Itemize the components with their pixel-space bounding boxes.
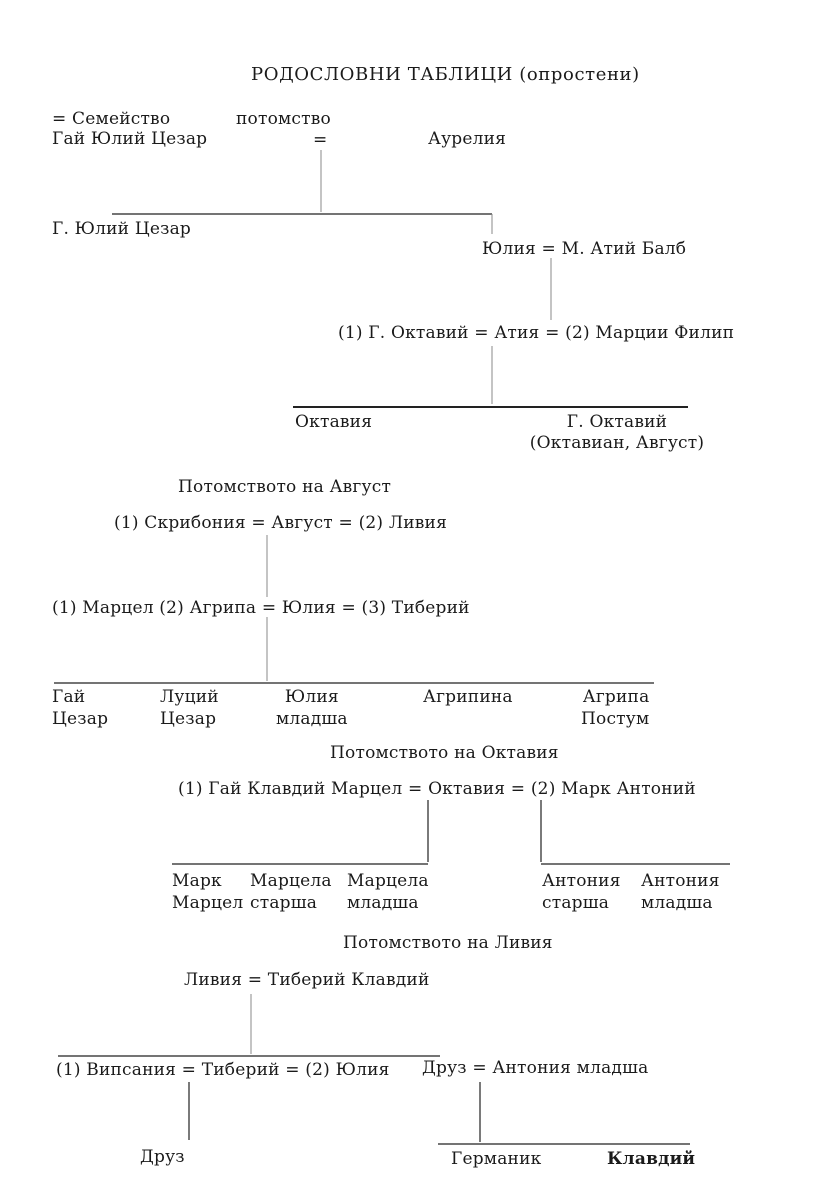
person-lucius-caesar: Луций Цезар — [160, 687, 219, 729]
marriages-julia: (1) Марцел (2) Агрипа = Юлия = (3) Тиберий — [52, 598, 470, 618]
marriage-livia: Ливия = Тиберий Клавдий — [184, 970, 430, 990]
person-agrippa-postumus: Агрипа Постум — [581, 687, 650, 729]
section-heading-livia: Потомството на Ливия — [343, 933, 553, 953]
person-marcus-marcellus: Марк Марцел — [172, 871, 244, 913]
person-marcella-minor: Марцела младша — [347, 871, 429, 913]
section-heading-augustus: Потомството на Август — [178, 477, 392, 497]
person-julia-minor: Юлия младша — [276, 687, 348, 729]
person-g-octavius: Г. Октавий — [566, 412, 668, 432]
page-title: РОДОСЛОВНИ ТАБЛИЦИ (опростени) — [251, 64, 640, 85]
person-agrippina: Агрипина — [423, 687, 513, 707]
person-germanicus: Германик — [451, 1149, 542, 1169]
marriage-drusus: Друз = Антония младша — [422, 1058, 649, 1078]
marriages-octavia: (1) Гай Клавдий Марцел = Октавия = (2) Марк Антоний — [178, 779, 696, 799]
person-claudius: Клавдий — [607, 1149, 696, 1169]
person-octavianus-augustus: (Октавиан, Август) — [529, 433, 705, 453]
marriage-octavius-atia-philip: (1) Г. Октавий = Атия = (2) Марции Филип — [338, 323, 735, 343]
legend-marriage: = Семейство — [52, 109, 171, 129]
person-octavia: Октавия — [295, 412, 373, 432]
marriages-augustus: (1) Скрибония = Август = (2) Ливия — [114, 513, 447, 533]
section-heading-octavia: Потомството на Октавия — [330, 743, 559, 763]
person-antonia-minor: Антония младша — [641, 871, 720, 913]
person-drusus-minor: Друз — [140, 1147, 185, 1167]
person-antonia-major: Антония старша — [542, 871, 621, 913]
marriage-julia-balbus: Юлия = М. Атий Балб — [482, 239, 687, 259]
person-g-julius-caesar: Г. Юлий Цезар — [52, 219, 191, 239]
person-gaius-julius-caesar: Гай Юлий Цезар — [52, 129, 208, 149]
person-marcella-major: Марцела старша — [250, 871, 332, 913]
legend-descent: потомство — [236, 109, 331, 129]
person-aurelia: Аурелия — [428, 129, 507, 149]
legend-descent-mark: = — [313, 130, 328, 150]
person-gaius-caesar: Гай Цезар — [52, 687, 109, 729]
marriages-tiberius: (1) Випсания = Тиберий = (2) Юлия — [56, 1060, 390, 1080]
